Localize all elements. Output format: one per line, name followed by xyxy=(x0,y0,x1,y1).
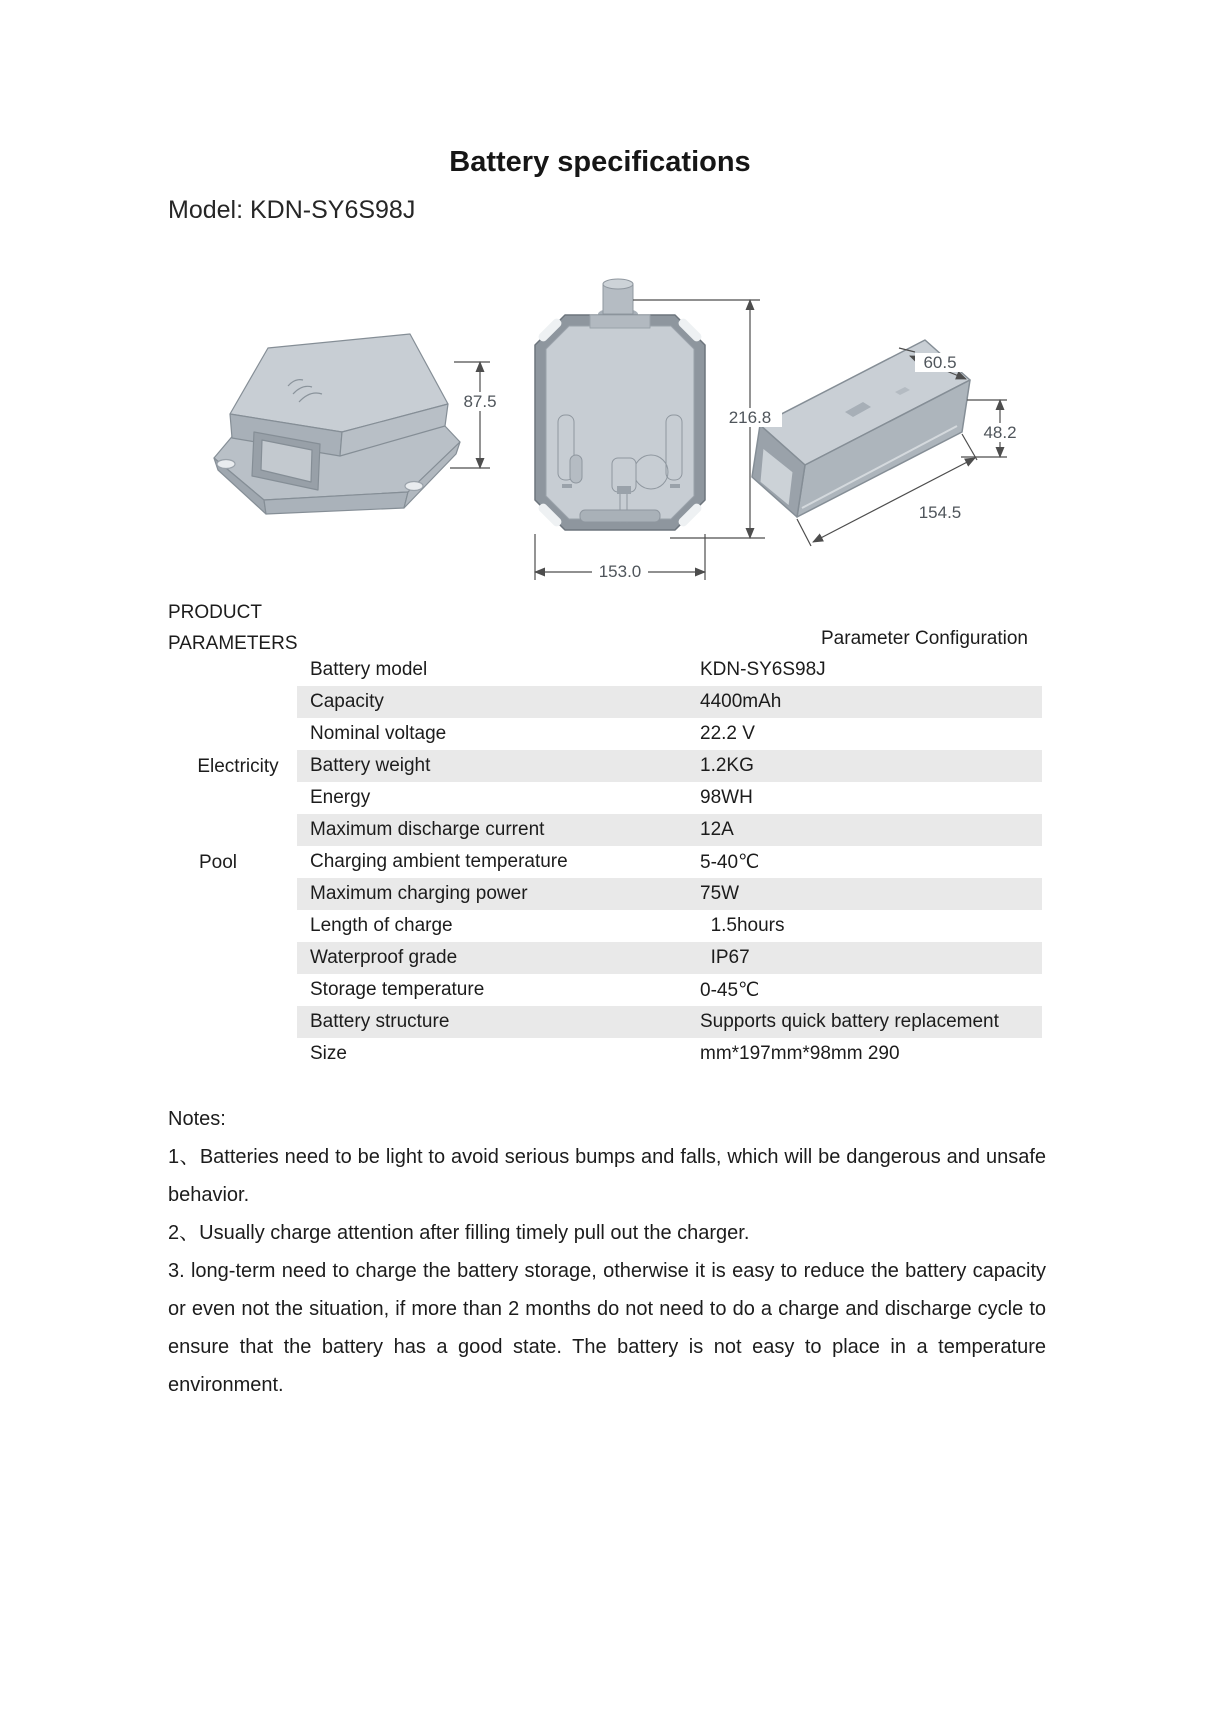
table-row xyxy=(297,846,1042,878)
battery-isometric-drawing xyxy=(170,262,500,522)
param-value: 22.2 V xyxy=(700,723,755,744)
param-label: Size xyxy=(310,1043,347,1064)
spec-table xyxy=(297,654,1042,1070)
model-line: Model: KDN-SY6S98J xyxy=(168,196,416,224)
notes-section xyxy=(168,1100,1046,1404)
param-label: Charging ambient temperature xyxy=(310,851,568,872)
table-row xyxy=(297,878,1042,910)
table-row xyxy=(297,942,1042,974)
table-row xyxy=(297,814,1042,846)
product-parameters-label xyxy=(168,597,298,659)
notes-title: Notes: xyxy=(168,1108,226,1130)
param-label: Battery structure xyxy=(310,1011,450,1032)
param-value: IP67 xyxy=(700,947,750,968)
dim-label-box-length: 154.5 xyxy=(912,503,968,522)
param-value: 1.5hours xyxy=(700,915,785,936)
table-row xyxy=(297,974,1042,1006)
table-row xyxy=(297,686,1042,718)
dim-label-box-height: 48.2 xyxy=(975,423,1025,442)
dim-label-box-width: 60.5 xyxy=(915,353,965,372)
param-value: 4400mAh xyxy=(700,691,782,712)
page-title: Battery specifications xyxy=(449,146,751,178)
dim-label-front-height: 216.8 xyxy=(718,408,782,427)
param-value: 5-40℃ xyxy=(700,851,760,873)
table-row xyxy=(297,654,1042,686)
param-label: Battery weight xyxy=(310,755,431,776)
table-row xyxy=(297,1038,1042,1070)
param-label: Length of charge xyxy=(310,915,453,936)
param-label: Maximum discharge current xyxy=(310,819,545,840)
param-label: Storage temperature xyxy=(310,979,485,1000)
note-item: 3. long-term need to charge the battery storage, otherwise it is easy to reduce the battery capacity or even not the situation, if more than 2 months do not need to do a charge and discharge cycle to ensure that the battery has a good state. The battery is not easy to place in a temperature environment. xyxy=(168,1260,1046,1396)
param-value: Supports quick battery replacement xyxy=(700,1011,999,1032)
param-value: KDN-SY6S98J xyxy=(700,659,826,680)
table-row xyxy=(297,782,1042,814)
group-label-electricity: Electricity xyxy=(197,756,279,777)
param-label: Waterproof grade xyxy=(310,947,458,968)
product-parameters-line2: PARAMETERS xyxy=(168,633,298,654)
param-label: Battery model xyxy=(310,659,428,680)
table-row xyxy=(297,750,1042,782)
group-label-pool: Pool xyxy=(198,852,238,873)
note-item: 2、Usually charge attention after filling timely pull out the charger. xyxy=(168,1222,750,1244)
param-label: Capacity xyxy=(310,691,384,712)
param-value: 98WH xyxy=(700,787,753,808)
param-value: 75W xyxy=(700,883,740,904)
note-item: 1、Batteries need to be light to avoid serious bumps and falls, which will be dangerous and unsafe behavior. xyxy=(168,1146,1046,1206)
param-value: 12A xyxy=(700,819,734,840)
param-value: mm*197mm*98mm 290 xyxy=(700,1043,900,1064)
param-label: Energy xyxy=(310,787,371,808)
table-row xyxy=(297,1006,1042,1038)
dim-label-iso-height: 87.5 xyxy=(452,392,508,411)
table-row xyxy=(297,910,1042,942)
product-parameters-line1: PRODUCT xyxy=(168,602,262,623)
parameter-configuration-label: Parameter Configuration xyxy=(821,628,1028,649)
table-row xyxy=(297,718,1042,750)
battery-front-view-drawing xyxy=(520,268,770,598)
param-label: Nominal voltage xyxy=(310,723,447,744)
dim-label-front-width: 153.0 xyxy=(592,562,648,581)
param-value: 0-45℃ xyxy=(700,979,760,1001)
param-value: 1.2KG xyxy=(700,755,754,776)
param-label: Maximum charging power xyxy=(310,883,528,904)
